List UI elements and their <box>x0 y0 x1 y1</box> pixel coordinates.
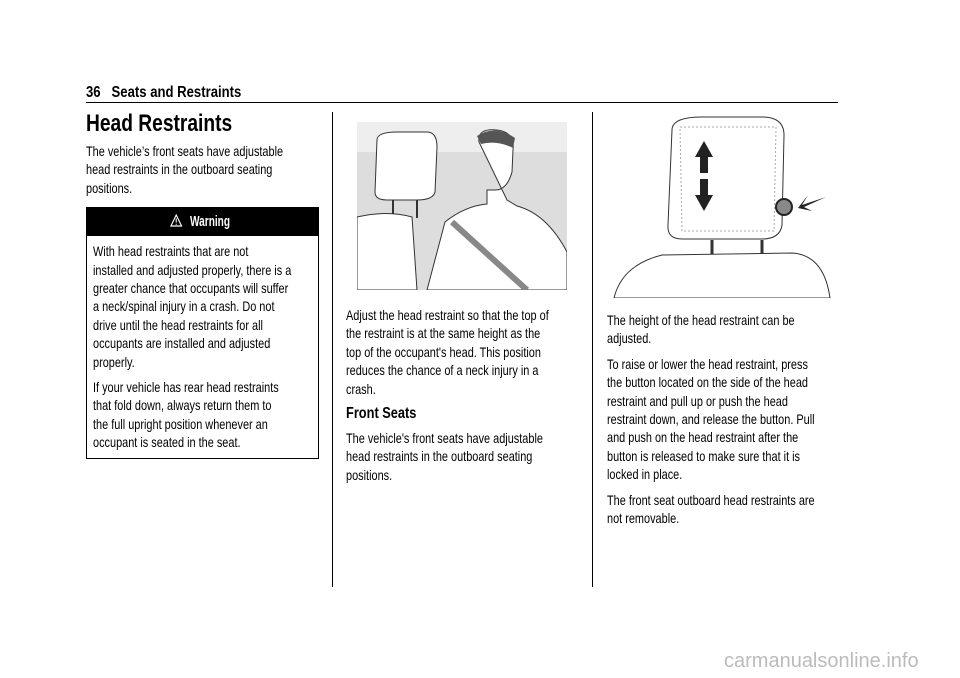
text-line: restraint and pull up or push the head <box>607 392 788 409</box>
text-line: the restraint is at the same height as the <box>346 325 541 342</box>
text-line: the full upright position whenever an <box>93 415 268 432</box>
text-line: the button located on the side of the head <box>607 374 808 391</box>
paragraph <box>607 491 847 528</box>
text-line: head restraints in the outboard seating <box>86 161 273 178</box>
text-line: The front seat outboard head restraints are <box>607 491 815 508</box>
text-line: occupant is seated in the seat. <box>93 434 241 451</box>
text-line: locked in place. <box>607 466 683 483</box>
paragraph <box>607 311 847 348</box>
column-divider <box>592 112 593 587</box>
text-line: Adjust the head restraint so that the top of <box>346 307 549 323</box>
text-line: button is released to make sure that it is <box>607 447 801 464</box>
text-line: a neck/spinal injury in a crash. Do not <box>93 298 275 315</box>
text-line: occupants are installed and adjusted <box>93 335 271 352</box>
intro-paragraph <box>86 142 326 197</box>
warning-paragraph <box>93 242 312 371</box>
text-line: To raise or lower the head restraint, press <box>607 355 808 372</box>
text-line: The vehicle's front seats have adjustable <box>346 430 543 447</box>
text-line: adjusted. <box>607 330 652 347</box>
text-line: not removable. <box>607 510 680 527</box>
header-rule <box>86 102 838 103</box>
paragraph <box>607 355 847 484</box>
head-restraint-adjust-illustration <box>612 115 834 298</box>
text-line: greater chance that occupants will suffer <box>93 280 289 297</box>
section-title: Seats and Restraints <box>111 84 242 101</box>
text-line: crash. <box>346 380 376 397</box>
text-line: restraint down, and release the button. Pull <box>607 411 815 428</box>
warning-header <box>87 208 318 236</box>
warning-box <box>86 207 319 458</box>
text-line: If your vehicle has rear head restraints <box>93 379 279 396</box>
warning-triangle-icon <box>170 214 182 227</box>
text-line: that fold down, always return them to <box>93 397 272 414</box>
page-title: Head Restraints <box>86 110 233 137</box>
text-line: installed and adjusted properly, there is a <box>93 261 292 278</box>
paragraph <box>346 306 586 398</box>
paragraph <box>346 429 586 484</box>
warning-paragraph <box>93 378 312 452</box>
text-line: top of the occupant's head. This position <box>346 343 541 360</box>
text-line: reduces the chance of a neck injury in a <box>346 362 539 379</box>
column-3 <box>607 311 847 527</box>
text-line: head restraints in the outboard seating <box>346 448 533 465</box>
subsection-title: Front Seats <box>346 405 417 423</box>
text-line: The vehicle’s front seats have adjustable <box>86 143 284 159</box>
text-line: and push on the head restraint after the <box>607 429 799 446</box>
text-line: properly. <box>93 353 135 370</box>
text-line: The height of the head restraint can be <box>607 312 795 328</box>
watermark[interactable]: carmanualsonline.info <box>724 650 919 672</box>
column-divider <box>332 112 333 587</box>
column-2 <box>346 306 586 484</box>
occupant-head-restraint-illustration <box>357 122 567 290</box>
text-line: positions. <box>346 466 393 483</box>
text-line: drive until the head restraints for all <box>93 316 263 333</box>
page-header <box>86 84 241 102</box>
column-1 <box>86 110 326 459</box>
warning-title: Warning <box>190 213 231 231</box>
text-line: With head restraints that are not <box>93 243 249 260</box>
page-number: 36 <box>86 84 101 101</box>
text-line: positions. <box>86 179 133 196</box>
